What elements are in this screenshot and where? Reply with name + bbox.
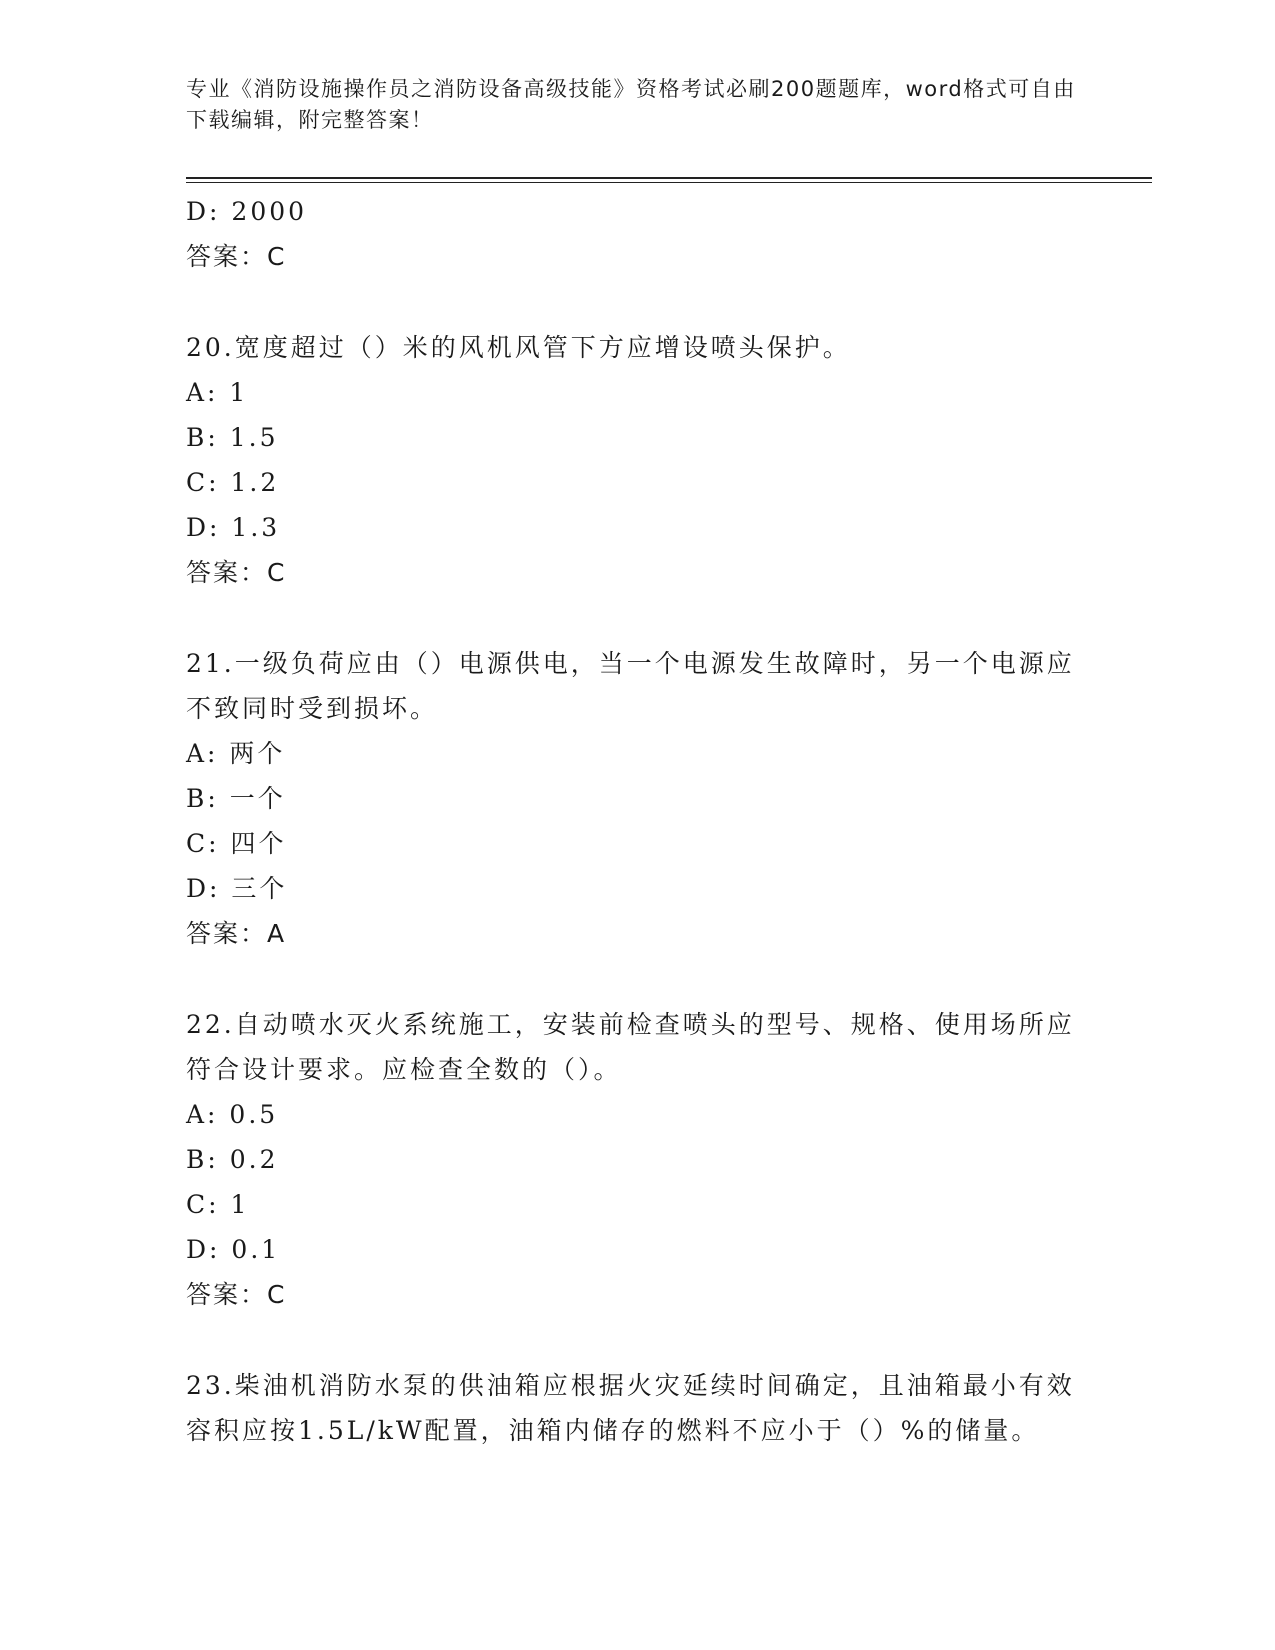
question-stem: 21.一级负荷应由（）电源供电，当一个电源发生故障时，另一个电源应不致同时受到损坏。 bbox=[186, 649, 1075, 723]
option-b: B: 0.2 bbox=[186, 1145, 279, 1174]
question-22 bbox=[186, 1002, 1086, 1317]
answer: 答案：C bbox=[186, 558, 287, 587]
question-20 bbox=[186, 325, 1086, 595]
question-stem: 22.自动喷水灭火系统施工，安装前检查喷头的型号、规格、使用场所应符合设计要求。应检查全数的（）。 bbox=[186, 1010, 1075, 1084]
spacer bbox=[186, 956, 1086, 1002]
option-c: C: 1 bbox=[186, 1190, 250, 1219]
question-21 bbox=[186, 641, 1086, 956]
option-d: D: 三个 bbox=[186, 874, 288, 903]
option-a: A: 1 bbox=[186, 378, 249, 407]
option-b: B: 一个 bbox=[186, 784, 286, 813]
document-header: 专业《消防设施操作员之消防设备高级技能》资格考试必刷200题题库，word格式可自由下载编辑，附完整答案！ bbox=[186, 77, 1076, 132]
option-d: D: 2000 bbox=[186, 197, 308, 226]
option-c: C: 1.2 bbox=[186, 468, 280, 497]
spacer bbox=[186, 1317, 1086, 1363]
answer: 答案：C bbox=[186, 1280, 287, 1309]
header-divider-thin bbox=[186, 182, 1152, 183]
spacer bbox=[186, 595, 1086, 641]
spacer bbox=[186, 279, 1086, 325]
question-list bbox=[186, 189, 1086, 1453]
question-stem: 20.宽度超过（）米的风机风管下方应增设喷头保护。 bbox=[186, 333, 851, 362]
option-a: A: 0.5 bbox=[186, 1100, 279, 1129]
answer: 答案：A bbox=[186, 919, 287, 948]
option-a: A: 两个 bbox=[186, 739, 286, 768]
option-b: B: 1.5 bbox=[186, 423, 279, 452]
answer: 答案：C bbox=[186, 242, 287, 271]
header-divider-thick bbox=[186, 177, 1152, 179]
option-d: D: 0.1 bbox=[186, 1235, 281, 1264]
question-23 bbox=[186, 1363, 1086, 1453]
option-d: D: 1.3 bbox=[186, 513, 281, 542]
option-c: C: 四个 bbox=[186, 829, 287, 858]
question-stem: 23.柴油机消防水泵的供油箱应根据火灾延续时间确定，且油箱最小有效容积应按1.5L/kW配置，油箱内储存的燃料不应小于（）%的储量。 bbox=[186, 1371, 1075, 1445]
